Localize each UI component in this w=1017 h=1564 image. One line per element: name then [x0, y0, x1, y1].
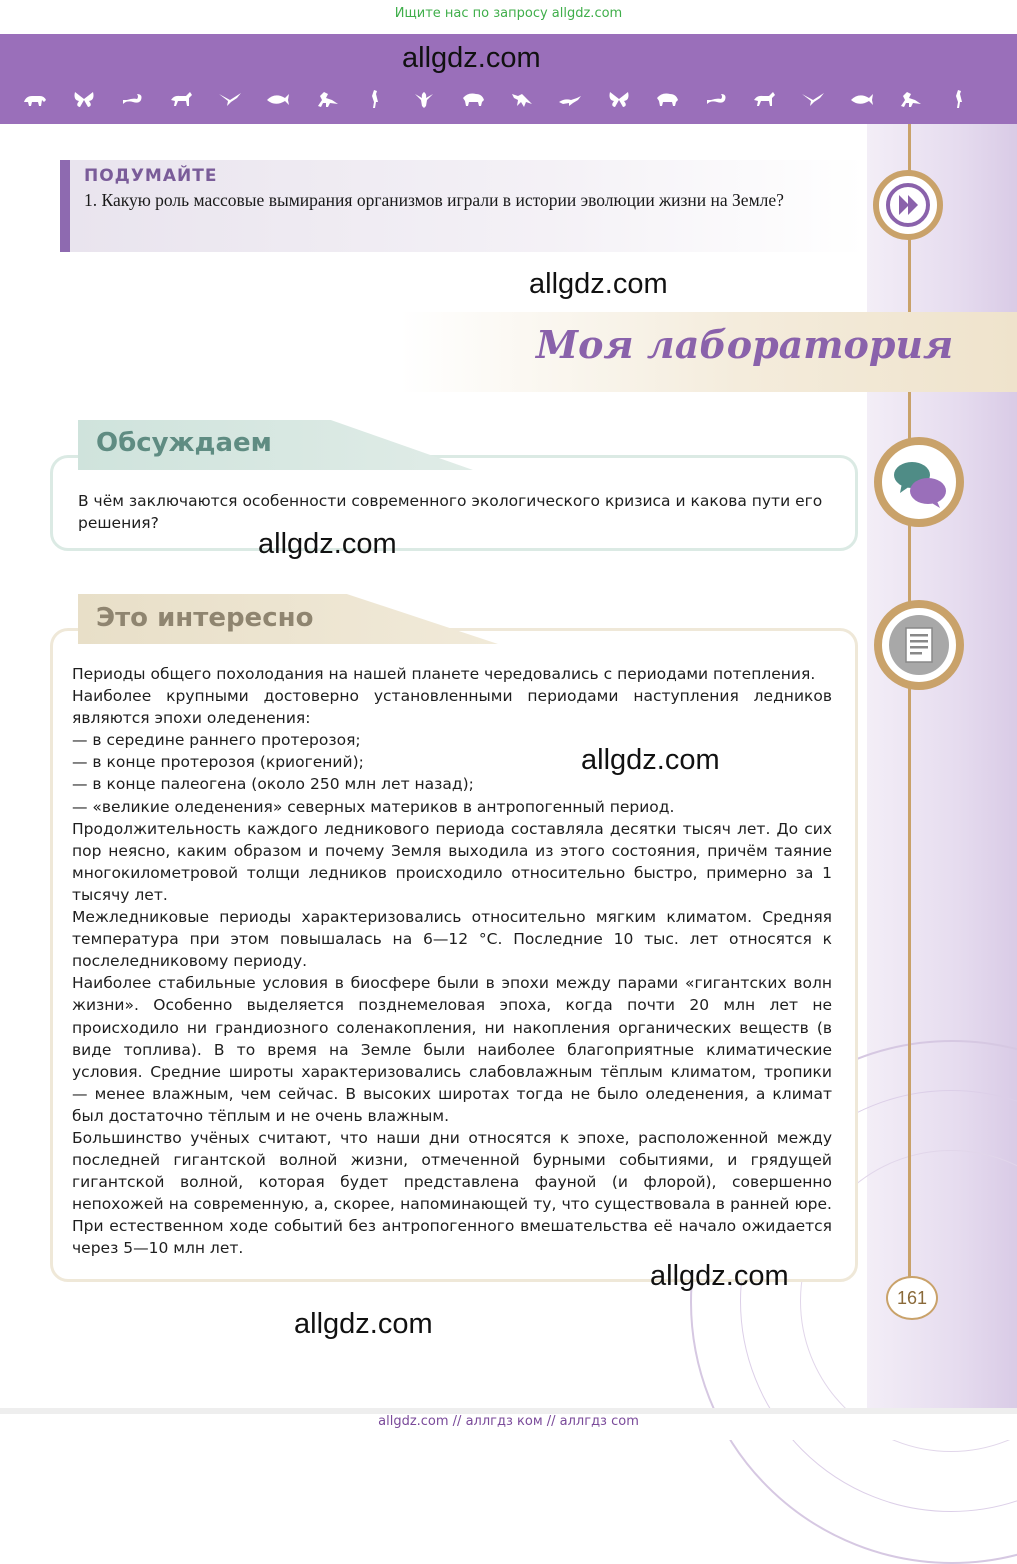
header-band — [0, 34, 1017, 124]
pterosaur-icon — [217, 88, 243, 110]
think-box — [60, 160, 866, 252]
bird-standing-icon — [362, 88, 388, 110]
chat-bubbles-icon — [874, 437, 964, 527]
watermark-1: allgdz.com — [529, 268, 668, 300]
horse-icon — [168, 88, 194, 110]
dinosaur-icon-2 — [897, 88, 923, 110]
interest-paragraph: Продолжительность каждого ледникового периода составляла десятки тысяч лет. До сих пор неясно, каким образом и почему Земля выходила из этого состояния, причём таяние многокилометровой толщи ледников происходило относительно быстро, примерно за 1 тысячу лет. — [72, 819, 832, 904]
insect-icon — [411, 88, 437, 110]
think-question: 1. Какую роль массовые вымирания организмов играли в истории эволюции жизни на Земле? — [84, 190, 784, 210]
scorpion-icon-2 — [703, 88, 729, 110]
interest-paragraph: Периоды общего похолодания на нашей планете чередовались с периодами потепления. — [72, 665, 816, 683]
watermark-4: allgdz.com — [650, 1260, 789, 1292]
interest-title: Это интересно — [96, 603, 314, 633]
fish-icon — [265, 88, 291, 110]
interest-paragraph: Наиболее стабильные условия в биосфере были в эпохи между парами «гигантских волн жизни». Особенно выделяется позднемеловая эпоха, когда почти 20 млн лет не происходило ни грандиозного соленакопления, ни накопления органических веществ (в виде топлива). В то время на Земле были наиболее благоприятные климатические условия. Средние широты характеризовались слабовлажным тёплым климатом, тропики — менее влажным, чем сейчас. В высоких широтах тогда не было оледенения, а климат был достаточно тёплым и не очень влажным. — [72, 974, 832, 1125]
scorpion-icon — [119, 88, 145, 110]
interest-list-item: — в конце палеогена (около 250 млн лет назад); — [72, 775, 474, 794]
interest-paragraph: Наиболее крупными достоверно установленными периодами наступления ледников являются эпохи оледенения: — [72, 687, 832, 728]
dinosaur-icon — [314, 88, 340, 110]
footer-links[interactable]: allgdz.com // аллгдз ком // аллгдз com — [378, 1414, 639, 1429]
interest-list-item: — в конце протерозоя (криогений); — [72, 753, 364, 772]
top-search-note: Ищите нас по запросу allgdz.com — [394, 6, 623, 21]
pterosaur-icon-2 — [800, 88, 826, 110]
butterfly-icon-2 — [606, 88, 632, 110]
interest-list-item: — «великие оледенения» северных материков в антропогенный период. — [72, 797, 675, 816]
bison-icon-2 — [654, 88, 680, 110]
watermark-2: allgdz.com — [258, 528, 397, 560]
mammal-running-icon — [508, 88, 534, 110]
discuss-text: В чём заключаются особенности современного экологического кризиса и какова пути его решения? — [78, 492, 823, 532]
sidebar-gold-line — [908, 124, 911, 1284]
lab-title: Моя лаборатория — [536, 322, 954, 367]
bison-icon — [460, 88, 486, 110]
horse-icon-2 — [751, 88, 777, 110]
interest-list-item: — в середине раннего протерозоя; — [72, 731, 361, 750]
animal-silhouettes-row — [22, 88, 972, 110]
watermark-3: allgdz.com — [581, 744, 720, 776]
think-title: ПОДУМАЙТЕ — [84, 166, 218, 186]
header-watermark: allgdz.com — [402, 42, 541, 74]
lizard-icon — [557, 88, 583, 110]
butterfly-icon — [71, 88, 97, 110]
discuss-title: Обсуждаем — [96, 428, 272, 458]
fast-forward-icon — [873, 170, 943, 240]
interest-paragraph: Межледниковые периоды характеризовались относительно мягким климатом. Средняя температура при этом повышалась на 6—12 °C. Последние 10 тыс. лет относятся к послеледниковому периоду. — [72, 908, 832, 971]
fish-icon-2 — [849, 88, 875, 110]
bird-standing-icon-2 — [946, 88, 972, 110]
page-number: 161 — [886, 1276, 938, 1320]
interest-paragraph: Большинство учёных считают, что наши дни относятся к эпохе, расположенной между последней гигантской волной жизни, отмеченной бурными событиями, и грядущей гигантской волной, которая будет представлена фауной (и флорой), совершенно непохожей на современную, а, скорее, напоминающей ту, что существовала в ранней юре. При естественном ходе событий без антропогенного вмешательства её начало ожидается через 5—10 млн лет. — [72, 1128, 832, 1258]
rhino-icon — [22, 88, 48, 110]
watermark-5: allgdz.com — [294, 1308, 433, 1340]
document-icon — [874, 600, 964, 690]
